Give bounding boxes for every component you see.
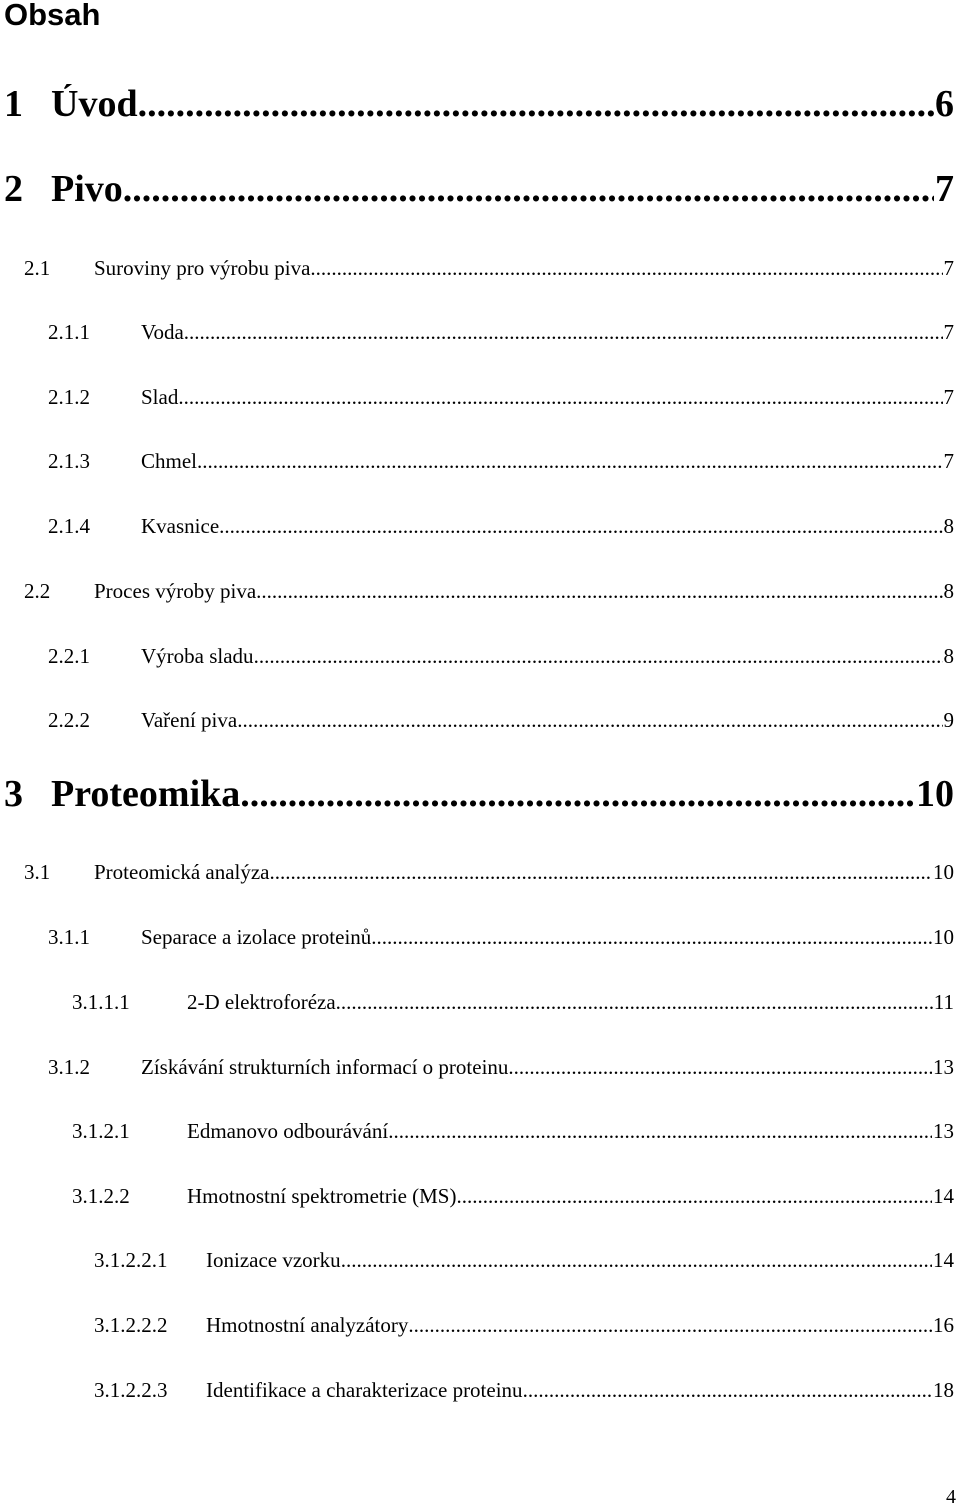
toc-entry-page: 8 <box>943 579 954 603</box>
toc-entry-page: 14 <box>933 1184 954 1208</box>
toc-entry-title: Suroviny pro výrobu piva <box>94 256 311 280</box>
toc-entry[interactable] <box>72 1182 954 1210</box>
toc-entry-number: 2.1 <box>24 256 51 280</box>
toc-entry-title: Hmotnostní spektrometrie (MS) <box>187 1184 457 1208</box>
toc-entry-number: 1 <box>4 84 23 124</box>
toc-entry[interactable] <box>24 577 954 605</box>
toc-entry-title: Separace a izolace proteinů <box>141 925 372 949</box>
toc-entry[interactable] <box>4 84 954 124</box>
toc-entry-page: 8 <box>943 644 954 668</box>
toc-leader-dots <box>237 706 942 734</box>
toc-entry[interactable] <box>48 512 954 540</box>
toc-leader-dots <box>197 447 943 475</box>
toc-entry-page: 10 <box>933 860 954 884</box>
toc-entry-page: 16 <box>933 1313 954 1337</box>
toc-entry-page: 13 <box>933 1055 954 1079</box>
toc-entry-title: Slad <box>141 385 179 409</box>
toc-leader-dots <box>388 1117 932 1145</box>
toc-entry[interactable] <box>48 1053 954 1081</box>
toc-leader-dots <box>123 169 934 209</box>
toc-entry-title: Získávání strukturních informací o proteinu <box>141 1055 509 1079</box>
toc-entry-title: 2-D elektroforéza <box>187 990 336 1014</box>
toc-entry[interactable] <box>94 1246 954 1274</box>
toc-heading: Obsah <box>4 0 101 32</box>
toc-entry-number: 3.1.2.2.2 <box>94 1313 168 1337</box>
toc-entry[interactable] <box>72 988 954 1016</box>
toc-entry-page: 9 <box>943 708 954 732</box>
toc-entry-page: 18 <box>933 1378 954 1402</box>
toc-leader-dots <box>184 318 943 346</box>
toc-entry[interactable] <box>48 923 954 951</box>
toc-leader-dots <box>270 858 932 886</box>
toc-entry[interactable] <box>94 1376 954 1404</box>
toc-entry-title: Vaření piva <box>141 708 238 732</box>
toc-entry-number: 2.1.3 <box>48 449 90 473</box>
toc-leader-dots <box>408 1311 932 1339</box>
toc-entry-title: Ionizace vzorku <box>206 1248 341 1272</box>
toc-entry-page: 7 <box>943 449 954 473</box>
toc-entry-number: 2.1.4 <box>48 514 90 538</box>
toc-entry-number: 3.1 <box>24 860 51 884</box>
toc-entry-title: Identifikace a charakterizace proteinu <box>206 1378 523 1402</box>
toc-entry[interactable] <box>72 1117 954 1145</box>
toc-leader-dots <box>341 1246 932 1274</box>
toc-entry-page: 10 <box>933 925 954 949</box>
toc-leader-dots <box>523 1376 932 1404</box>
toc-entry[interactable] <box>4 169 954 209</box>
toc-leader-dots <box>178 383 942 411</box>
toc-entry-number: 3.1.2.2.1 <box>94 1248 168 1272</box>
toc-entry-title: Proteomická analýza <box>94 860 270 884</box>
toc-entry-page: 8 <box>943 514 954 538</box>
toc-leader-dots <box>256 577 942 605</box>
toc-entry-page: 6 <box>935 84 954 124</box>
toc-entry[interactable] <box>48 383 954 411</box>
toc-entry[interactable] <box>48 447 954 475</box>
toc-entry-title: Výroba sladu <box>141 644 254 668</box>
toc-entry-page: 14 <box>933 1248 954 1272</box>
page-number: 4 <box>946 1486 956 1508</box>
toc-entry[interactable] <box>4 774 954 814</box>
toc-entry-number: 3 <box>4 774 23 814</box>
toc-entry[interactable] <box>48 706 954 734</box>
toc-entry-number: 3.1.2 <box>48 1055 90 1079</box>
toc-entry-title: Proces výroby piva <box>94 579 257 603</box>
toc-entry-number: 3.1.1 <box>48 925 90 949</box>
toc-leader-dots <box>456 1182 932 1210</box>
toc-entry[interactable] <box>48 642 954 670</box>
toc-entry-number: 2.2 <box>24 579 51 603</box>
toc-leader-dots <box>336 988 933 1016</box>
toc-entry-title: Kvasnice <box>141 514 220 538</box>
toc-entry-page: 7 <box>943 320 954 344</box>
toc-entry-page: 11 <box>933 990 954 1014</box>
toc-entry-number: 2.1.1 <box>48 320 90 344</box>
toc-entry[interactable] <box>94 1311 954 1339</box>
toc-entry[interactable] <box>24 858 954 886</box>
toc-entry-number: 2.1.2 <box>48 385 90 409</box>
toc-entry-title: Proteomika <box>51 774 241 814</box>
toc-entry-page: 7 <box>943 385 954 409</box>
toc-entry-page: 7 <box>935 169 954 209</box>
toc-entry-number: 2 <box>4 169 23 209</box>
toc-leader-dots <box>508 1053 932 1081</box>
toc-entry-title: Pivo <box>51 169 123 209</box>
toc-entry-title: Hmotnostní analyzátory <box>206 1313 409 1337</box>
toc-entry[interactable] <box>24 254 954 282</box>
toc-entry-number: 2.2.1 <box>48 644 90 668</box>
toc-leader-dots <box>240 774 915 814</box>
toc-entry-number: 3.1.1.1 <box>72 990 130 1014</box>
toc-entry-page: 10 <box>916 774 954 814</box>
toc-leader-dots <box>138 84 934 124</box>
toc-entry-page: 7 <box>943 256 954 280</box>
toc-entry-number: 3.1.2.1 <box>72 1119 130 1143</box>
toc-entry-title: Voda <box>141 320 184 344</box>
toc-leader-dots <box>219 512 942 540</box>
toc-leader-dots <box>310 254 942 282</box>
toc-entry-title: Úvod <box>51 84 138 124</box>
toc-entry-title: Chmel <box>141 449 197 473</box>
toc-entry[interactable] <box>48 318 954 346</box>
toc-leader-dots <box>371 923 932 951</box>
toc-entry-page: 13 <box>933 1119 954 1143</box>
toc-entry-number: 3.1.2.2 <box>72 1184 130 1208</box>
toc-entry-number: 3.1.2.2.3 <box>94 1378 168 1402</box>
toc-leader-dots <box>254 642 943 670</box>
toc-entry-title: Edmanovo odbourávání <box>187 1119 389 1143</box>
toc-entry-number: 2.2.2 <box>48 708 90 732</box>
